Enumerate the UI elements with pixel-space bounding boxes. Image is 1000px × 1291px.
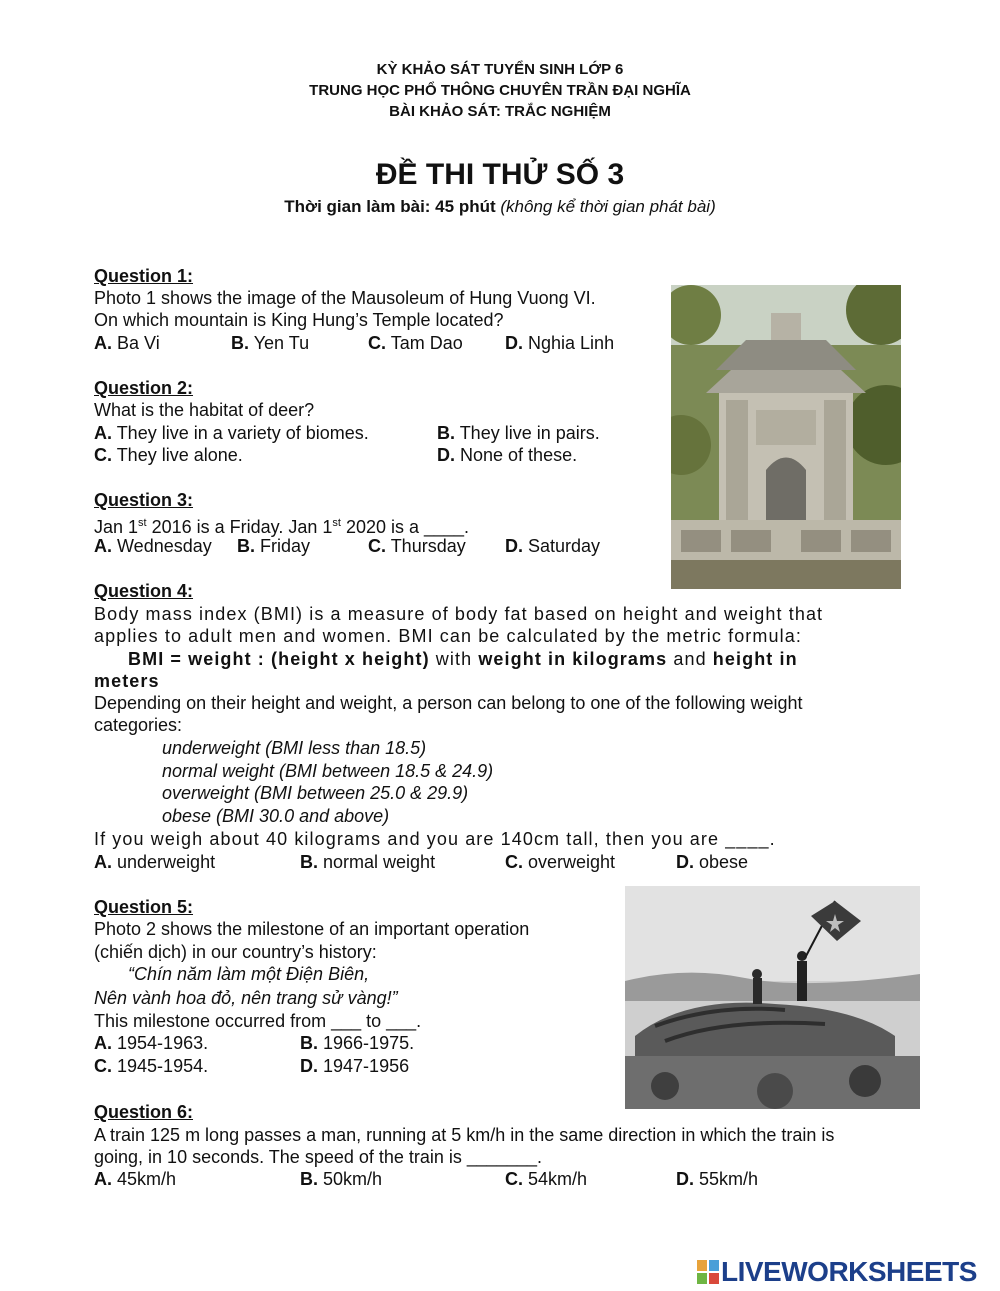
option-key: B.: [300, 1169, 318, 1189]
q4-category: normal weight (BMI between 18.5 & 24.9): [162, 761, 494, 781]
q2-option-b[interactable]: [437, 422, 600, 444]
exam-header-line1: KỲ KHẢO SÁT TUYỂN SINH LỚP 6: [376, 61, 624, 78]
q2-option-d[interactable]: [437, 444, 577, 466]
option-key: D.: [437, 445, 455, 465]
option-text: normal weight: [323, 852, 436, 872]
q6-heading: Question 6:: [94, 1102, 194, 1122]
option-key: D.: [505, 333, 523, 353]
option-text: Thursday: [390, 536, 466, 556]
option-text: They live alone.: [116, 445, 243, 465]
exam-header-line3: BÀI KHẢO SÁT: TRẮC NGHIỆM: [389, 103, 611, 120]
option-key: D.: [676, 1169, 694, 1189]
q6-text-line2: going, in 10 seconds. The speed of the train is _______.: [94, 1147, 542, 1167]
q3-option-b[interactable]: [237, 535, 310, 557]
q3-option-a[interactable]: [94, 535, 212, 557]
option-key: A.: [94, 1033, 112, 1053]
q5-option-b[interactable]: [300, 1032, 414, 1054]
option-key: A.: [94, 852, 112, 872]
q4-text-line5: categories:: [94, 715, 183, 735]
q6-text-line1: A train 125 m long passes a man, running at 5 km/h in the same direction in which the train is: [94, 1125, 835, 1145]
option-text: Wednesday: [117, 536, 212, 556]
q3-superscript: st: [138, 517, 147, 529]
q5-option-c[interactable]: [94, 1055, 208, 1077]
option-key: C.: [94, 1056, 112, 1076]
option-key: D.: [505, 536, 523, 556]
option-text: Saturday: [528, 536, 601, 556]
q2-option-c[interactable]: [94, 444, 243, 466]
q5-quote-line2: Nên vành hoa đỏ, nên trang sử vàng!”: [94, 988, 398, 1008]
formula-bold: height in: [712, 649, 798, 669]
option-text: 1947-1956: [323, 1056, 410, 1076]
option-key: C.: [94, 445, 112, 465]
q6-option-a[interactable]: [94, 1168, 176, 1190]
q3-text-part: Jan 1: [94, 517, 139, 537]
option-key: B.: [300, 852, 318, 872]
time-limit: [0, 197, 1000, 217]
q6-option-d[interactable]: [676, 1168, 758, 1190]
q4-option-a[interactable]: [94, 851, 215, 873]
q2-text-line1: What is the habitat of deer?: [94, 400, 315, 420]
option-text: overweight: [528, 852, 616, 872]
option-key: C.: [368, 536, 386, 556]
option-key: C.: [368, 333, 386, 353]
q4-category: underweight (BMI less than 18.5): [162, 738, 427, 758]
option-text: 50km/h: [323, 1169, 383, 1189]
option-text: 1945-1954.: [117, 1056, 209, 1076]
q3-heading: Question 3:: [94, 490, 194, 510]
q4-text-line4: Depending on their height and weight, a person can belong to one of the following weight: [94, 693, 803, 713]
option-text: They live in a variety of biomes.: [116, 423, 369, 443]
q3-text-part: 2016 is a Friday. Jan 1: [146, 517, 333, 537]
option-text: 55km/h: [699, 1169, 759, 1189]
q2-heading: Question 2:: [94, 378, 194, 398]
q4-text-line1: Body mass index (BMI) is a measure of body fat based on height and weight that: [94, 604, 824, 624]
exam-header-line2: TRUNG HỌC PHỔ THÔNG CHUYÊN TRẦN ĐẠI NGHĨA: [309, 82, 691, 99]
option-text: 1966-1975.: [323, 1033, 415, 1053]
q5-quote-line1: “Chín năm làm một Điện Biên,: [128, 964, 370, 984]
option-text: Ba Vi: [117, 333, 160, 353]
option-text: underweight: [117, 852, 216, 872]
q3-superscript: st: [332, 517, 341, 529]
liveworksheets-brand: LIVEWORKSHEETS: [721, 1256, 977, 1287]
option-key: B.: [237, 536, 255, 556]
q4-option-c[interactable]: [505, 851, 615, 873]
q5-option-d[interactable]: [300, 1055, 409, 1077]
q4-heading: Question 4:: [94, 581, 194, 601]
q1-option-c[interactable]: [368, 332, 463, 354]
option-key: C.: [505, 1169, 523, 1189]
formula-bold: weight in kilograms: [478, 649, 668, 669]
q5-text-line1: Photo 2 shows the milestone of an important operation: [94, 919, 530, 939]
q3-text-part: 2020 is a ____.: [340, 517, 470, 537]
q1-option-b[interactable]: [231, 332, 309, 354]
q5-text-line2: (chiến dịch) in our country’s history:: [94, 942, 377, 962]
option-text: 1954-1963.: [117, 1033, 209, 1053]
option-text: 45km/h: [117, 1169, 177, 1189]
q4-question: If you weigh about 40 kilograms and you are 140cm tall, then you are ____.: [94, 829, 776, 849]
option-key: A.: [94, 333, 112, 353]
option-text: Friday: [260, 536, 311, 556]
q4-category: obese (BMI 30.0 and above): [162, 806, 390, 826]
option-text: Yen Tu: [253, 333, 310, 353]
q4-formula: [128, 648, 798, 670]
liveworksheets-logo: [697, 1256, 997, 1288]
q1-option-d[interactable]: [505, 332, 614, 354]
q1-text-line1: Photo 1 shows the image of the Mausoleum of Hung Vuong VI.: [94, 288, 596, 308]
q1-heading: Question 1:: [94, 266, 194, 286]
option-text: None of these.: [460, 445, 578, 465]
time-limit-note: (không kể thời gian phát bài): [500, 197, 716, 216]
q6-option-c[interactable]: [505, 1168, 587, 1190]
photo-2-dien-bien-phu: [625, 886, 920, 1109]
option-key: B.: [300, 1033, 318, 1053]
q5-option-a[interactable]: [94, 1032, 208, 1054]
q5-text-line5: This milestone occurred from ___ to ___.: [94, 1011, 422, 1031]
option-key: C.: [505, 852, 523, 872]
q6-option-b[interactable]: [300, 1168, 382, 1190]
q5-heading: Question 5:: [94, 897, 194, 917]
q3-option-d[interactable]: [505, 535, 600, 557]
q1-text-line2: On which mountain is King Hung’s Temple located?: [94, 310, 504, 330]
formula-bold: BMI = weight : (height x height): [128, 649, 430, 669]
option-text: They live in pairs.: [459, 423, 600, 443]
option-key: D.: [300, 1056, 318, 1076]
option-key: A.: [94, 536, 112, 556]
q3-option-c[interactable]: [368, 535, 466, 557]
photo-1-temple: [671, 285, 901, 589]
q4-option-b[interactable]: [300, 851, 435, 873]
liveworksheets-logo-icon: [697, 1260, 719, 1284]
q1-option-a[interactable]: [94, 332, 160, 354]
q4-category: overweight (BMI between 25.0 & 29.9): [162, 783, 469, 803]
option-key: A.: [94, 1169, 112, 1189]
q4-formula-cont: meters: [94, 671, 160, 691]
q4-text-line2: applies to adult men and women. BMI can be calculated by the metric formula:: [94, 626, 802, 646]
q4-option-d[interactable]: [676, 851, 748, 873]
option-text: Nghia Linh: [528, 333, 615, 353]
option-text: 54km/h: [528, 1169, 588, 1189]
option-key: B.: [437, 423, 455, 443]
q2-option-a[interactable]: [94, 422, 369, 444]
option-text: Tam Dao: [390, 333, 463, 353]
formula-text: with: [429, 649, 479, 669]
page-title: ĐỀ THI THỬ SỐ 3: [375, 158, 625, 191]
option-key: B.: [231, 333, 249, 353]
option-key: D.: [676, 852, 694, 872]
option-text: obese: [699, 852, 749, 872]
formula-text: and: [667, 649, 713, 669]
option-key: A.: [94, 423, 112, 443]
time-limit-bold: Thời gian làm bài: 45 phút: [284, 197, 496, 216]
